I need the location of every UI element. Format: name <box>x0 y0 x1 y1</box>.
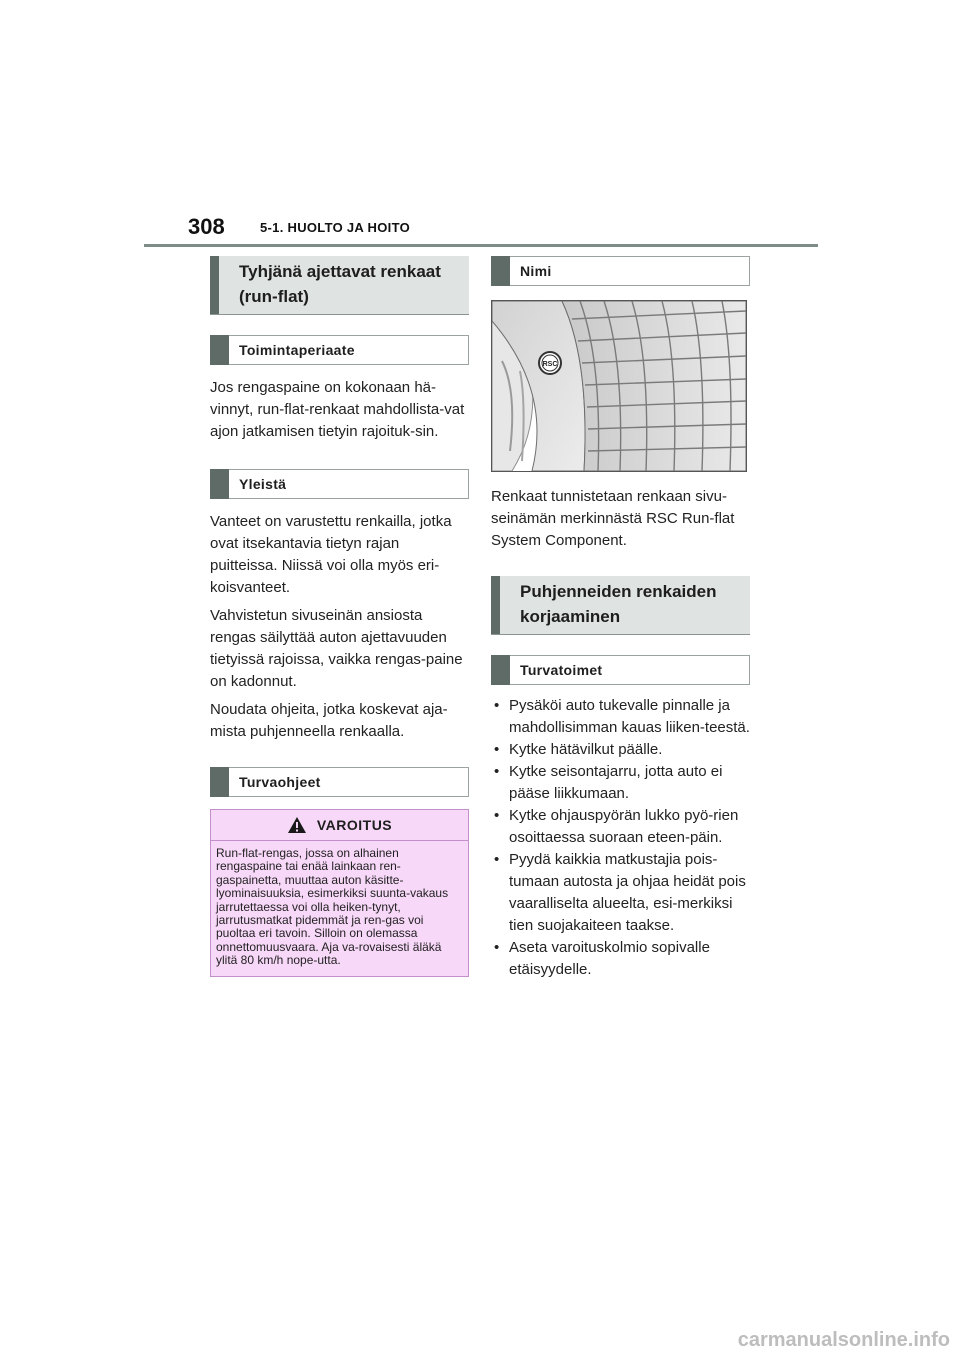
warning-header <box>211 810 468 841</box>
warning-triangle-icon <box>287 816 307 834</box>
list-item: • Kytke seisontajarru, jotta auto ei pääse liikkumaan. <box>491 761 750 805</box>
list-item: • Pysäköi auto tukevalle pinnalle ja mahdollisimman kauas liiken-teestä. <box>491 695 750 739</box>
list-item: • Pyydä kaikkia matkustajia pois-tumaan autosta ja ohjaa heidät pois vaaralliselta alueelta, esi-merkiksi tien suojakaiteen taakse. <box>491 849 750 937</box>
heading-repair-text: Puhjenneiden renkaiden korjaaminen <box>520 582 717 626</box>
subheading-nimi-text: Nimi <box>520 263 552 279</box>
paragraph-sidewall: Vahvistetun sivuseinän ansiosta rengas säilyttää auton ajettavuuden tietyissä rajoissa, vaikka rengas-paine on kadonnut. <box>210 607 463 690</box>
tire-drawing <box>492 301 746 471</box>
rsc-badge-text: RSC <box>542 361 558 368</box>
list-item: • Kytke hätävilkut päälle. <box>491 739 750 761</box>
list-item: • Aseta varoituskolmio sopivalle etäisyydelle. <box>491 937 750 981</box>
subheading-nimi <box>491 256 750 286</box>
subheading-yleista-text: Yleistä <box>239 476 287 492</box>
subheading-yleista <box>210 469 469 499</box>
right-column <box>491 256 750 981</box>
list-item: • Kytke ohjauspyörän lukko pyö-rien osoittaessa suoraan eteen-päin. <box>491 805 750 849</box>
subheading-turvatoimet-text: Turvatoimet <box>520 662 603 678</box>
subheading-turvaohjeet <box>210 767 469 797</box>
section-title: 5-1. HUOLTO JA HOITO <box>260 220 410 235</box>
header-rule <box>144 244 818 247</box>
tire-illustration <box>491 300 747 472</box>
heading-run-flat-text: Tyhjänä ajettavat renkaat (run-flat) <box>239 262 441 306</box>
paragraph-rsc-identification: Renkaat tunnistetaan renkaan sivu-seinämän merkinnästä RSC Run-flat System Component. <box>491 488 735 549</box>
subheading-turvatoimet <box>491 655 750 685</box>
left-column <box>210 256 469 977</box>
heading-run-flat <box>210 256 469 315</box>
warning-title: VAROITUS <box>316 817 393 833</box>
page-number: 308 <box>188 214 225 239</box>
warning-box <box>210 809 469 977</box>
footer-watermark: carmanualsonline.info <box>737 1329 950 1351</box>
subheading-toimintaperiaate-text: Toimintaperiaate <box>239 342 355 358</box>
subheading-turvaohjeet-text: Turvaohjeet <box>239 774 321 790</box>
safety-steps-list <box>491 695 750 981</box>
paragraph-general-rims: Vanteet on varustettu renkailla, jotka ovat itsekantavia tietyn rajan puitteissa. Niissä voi olla myös eri-koisvanteet. <box>210 513 452 596</box>
paragraph-principle: Jos rengaspaine on kokonaan hä-vinnyt, run-flat-renkaat mahdollista-vat ajon jatkamisen tietyin rajoituk-sin. <box>210 379 465 440</box>
warning-text: Run-flat-rengas, jossa on alhainen rengaspaine tai enää lainkaan ren-gaspainetta, muuttaa auton käsitte-lyominaisuuksia, esimerkiksi suunta-vakaus jarrutettaessa voi olla heiken-tynyt, jarrutusmatkat pidemmät ja ren-gas voi puoltaa eri tavoin. Silloin on olemassa onnettomuusvaara. Aja va-rovaisesti äläkä ylitä 80 km/h nope-utta. <box>216 846 449 968</box>
heading-repair <box>491 576 750 635</box>
subheading-toimintaperiaate <box>210 335 469 365</box>
paragraph-instructions: Noudata ohjeita, jotka koskevat aja-mista puhjenneella renkaalla. <box>210 701 448 740</box>
